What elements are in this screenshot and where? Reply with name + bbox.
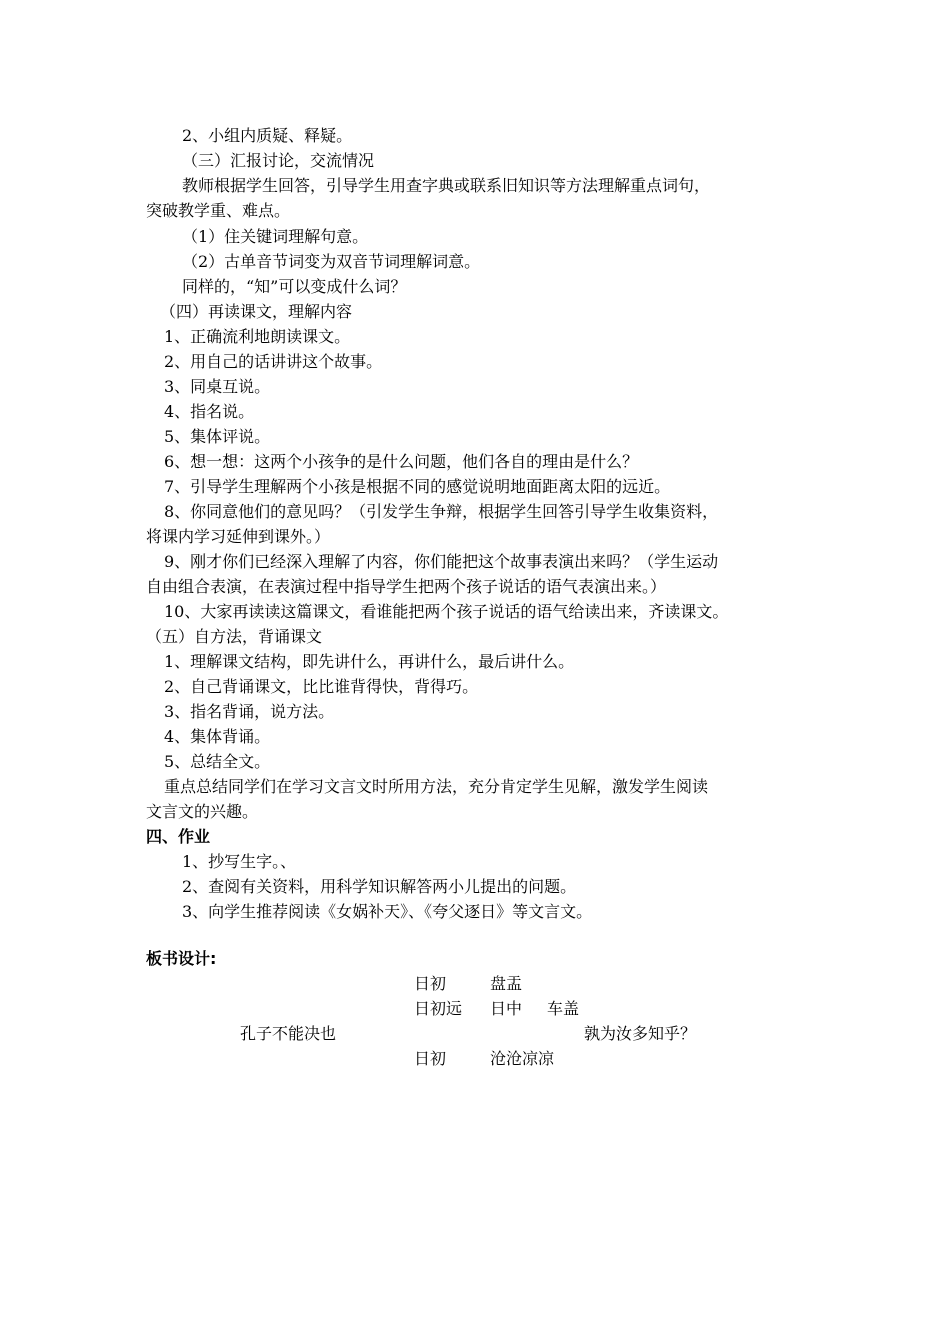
list-item: 1、理解课文结构，即先讲什么，再讲什么，最后讲什么。 — [164, 652, 575, 671]
board-text: 日初 — [414, 1049, 447, 1068]
text-line: （2）古单音节词变为双音节词理解词意。 — [182, 252, 481, 271]
list-item: 8、你同意他们的意见吗？（引发学生争辩，根据学生回答引导学生收集资料， — [164, 502, 719, 521]
board-text: 孰为汝多知乎？ — [584, 1024, 697, 1043]
text-line: 同样的，“知”可以变成什么词？ — [182, 277, 407, 296]
list-item: 7、引导学生理解两个小孩是根据不同的感觉说明地面距离太阳的远近。 — [164, 477, 671, 496]
list-item: 6、想一想：这两个小孩争的是什么问题，他们各自的理由是什么？ — [164, 452, 639, 471]
list-item: 5、集体评说。 — [164, 427, 271, 446]
board-text: 日初远 — [414, 999, 463, 1018]
text-line: 将课内学习延伸到课外。） — [146, 527, 331, 546]
list-item: 9、刚才你们已经深入理解了内容，你们能把这个故事表演出来吗？（学生运动 — [164, 552, 719, 571]
section-heading: 四、作业 — [146, 827, 211, 846]
text-line: 重点总结同学们在学习文言文时所用方法，充分肯定学生见解，激发学生阅读 — [164, 777, 709, 796]
list-item: 2、自己背诵课文，比比谁背得快，背得巧。 — [164, 677, 479, 696]
text-line: 教师根据学生回答，引导学生用查字典或联系旧知识等方法理解重点词句， — [182, 176, 711, 195]
list-item: 10、大家再读读这篇课文，看谁能把两个孩子说话的语气给读出来，齐读课文。 — [164, 602, 729, 621]
board-text: 盘盂 — [490, 974, 523, 993]
list-item: 1、抄写生字。、 — [182, 852, 297, 871]
section-heading: （四）再读课文，理解内容 — [160, 302, 353, 321]
list-item: 2、查阅有关资料，用科学知识解答两小儿提出的问题。 — [182, 877, 577, 896]
list-item: 3、同桌互说。 — [164, 377, 271, 396]
list-item: 4、指名说。 — [164, 402, 255, 421]
board-text: 沧沧凉凉 — [490, 1049, 555, 1068]
section-heading: （五）自方法，背诵课文 — [146, 627, 323, 646]
text-line: 2、小组内质疑、释疑。 — [182, 126, 353, 145]
board-text: 日初 — [414, 974, 447, 993]
board-title: 板书设计: — [146, 949, 217, 968]
text-line: （1）住关键词理解句意。 — [182, 227, 369, 246]
list-item: 3、向学生推荐阅读《女娲补天》、《夸父逐日》等文言文。 — [182, 902, 593, 921]
list-item: 2、用自己的话讲讲这个故事。 — [164, 352, 383, 371]
list-item: 5、总结全文。 — [164, 752, 271, 771]
board-text: 车盖 — [547, 999, 580, 1018]
board-text: 孔子不能决也 — [240, 1024, 337, 1043]
list-item: 4、集体背诵。 — [164, 727, 271, 746]
section-heading: （三）汇报讨论，交流情况 — [182, 151, 375, 170]
list-item: 1、正确流利地朗读课文。 — [164, 327, 351, 346]
board-text: 日中 — [490, 999, 523, 1018]
list-item: 3、指名背诵，说方法。 — [164, 702, 335, 721]
text-line: 文言文的兴趣。 — [146, 802, 259, 821]
text-line: 自由组合表演，在表演过程中指导学生把两个孩子说话的语气表演出来。） — [146, 577, 667, 596]
text-line: 突破教学重、难点。 — [146, 201, 291, 220]
